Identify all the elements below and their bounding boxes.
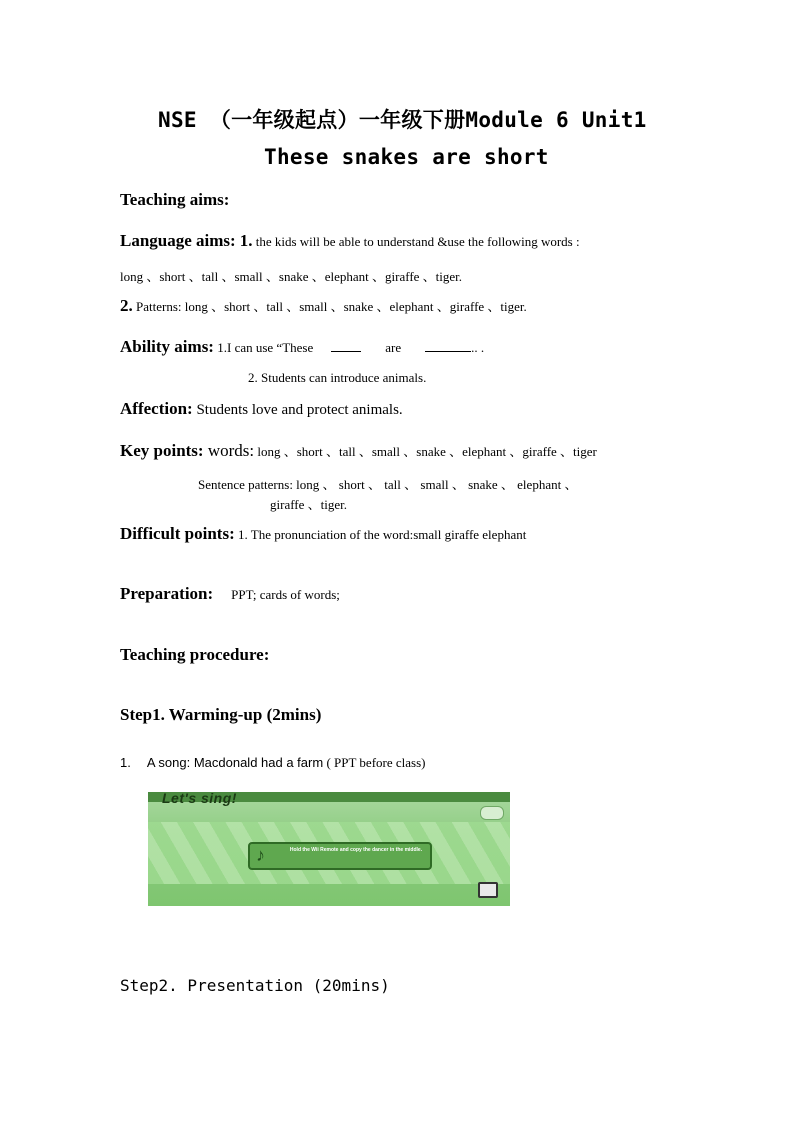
key-points-words: long 、short 、tall 、small 、snake 、elephant 、giraffe 、tiger [254,444,597,459]
wii-remote-icon [478,882,498,898]
ability-aims-line [120,337,484,357]
language-aims-number-1: 1. [239,231,253,250]
affection-label: Affection: [120,399,193,418]
key-points-words-label: words: [203,441,255,460]
ability-aims-text-a: 1.I can use “These [213,340,314,355]
slide-title: Let's sing! [162,792,237,806]
key-points-sentence-line-2: giraffe 、tiger. [270,497,348,512]
step1-item-text-b: ( PPT before class) [323,755,426,770]
ability-aims-line-2: 2. Students can introduce animals. [248,370,427,385]
difficult-points-text: 1. The pronunciation of the word:small giraffe elephant [234,527,527,542]
teaching-procedure-heading: Teaching procedure: [120,645,270,664]
key-points-sentence-line-1: Sentence patterns: long 、 short 、 tall 、 small 、 snake 、 elephant 、 [198,477,578,492]
step1-item-text-a: A song: Macdonald had a farm [146,755,324,770]
affection-line [120,399,403,419]
step1-heading: Step1. Warming-up (2mins) [120,705,322,724]
difficult-points-label: Difficult points: [120,524,235,543]
language-aims-words: long 、short 、tall 、small 、snake 、elephant 、giraffe 、tiger. [120,269,463,284]
language-aims-patterns: Patterns: long 、short 、tall 、small 、snake 、elephant 、giraffe 、tiger. [132,299,527,314]
ability-aims-label: Ability aims: [120,337,214,356]
language-aims-label: Language aims: [120,231,236,250]
preparation-label: Preparation: [120,584,214,603]
music-note-icon: ♪ [256,845,265,865]
ability-aims-text-c: .. . [471,340,485,355]
slide-instruction-text: Hold the Wii Remote and copy the dancer in the middle. [289,847,423,853]
slide-thumbnail-image [148,792,510,906]
step1-item [120,754,425,772]
page-title-line1: NSE （一年级起点）一年级下册Module 6 Unit1 [158,108,647,132]
affection-text: Students love and protect animals. [192,402,403,418]
slide-instruction-box [248,842,432,870]
step1-item-number: 1. [120,755,131,770]
fill-blank-2 [425,338,471,352]
language-aims-number-2: 2. [120,296,133,315]
fill-blank-1 [331,338,361,352]
language-aims-text-1: the kids will be able to understand &use the following words : [252,234,580,249]
key-points-label: Key points: [120,441,204,460]
language-aims-patterns-line [120,296,527,316]
difficult-points-line [120,524,526,544]
step2-heading: Step2. Presentation (20mins) [120,976,390,995]
teaching-aims-heading: Teaching aims: [120,190,230,209]
page-title-line2: These snakes are short [264,145,549,169]
arrow-button-icon [480,806,504,820]
preparation-line [120,584,340,604]
ability-aims-text-b: are [385,340,402,355]
preparation-text: PPT; cards of words; [231,587,340,602]
language-aims-line [120,231,580,251]
key-points-line [120,441,597,461]
